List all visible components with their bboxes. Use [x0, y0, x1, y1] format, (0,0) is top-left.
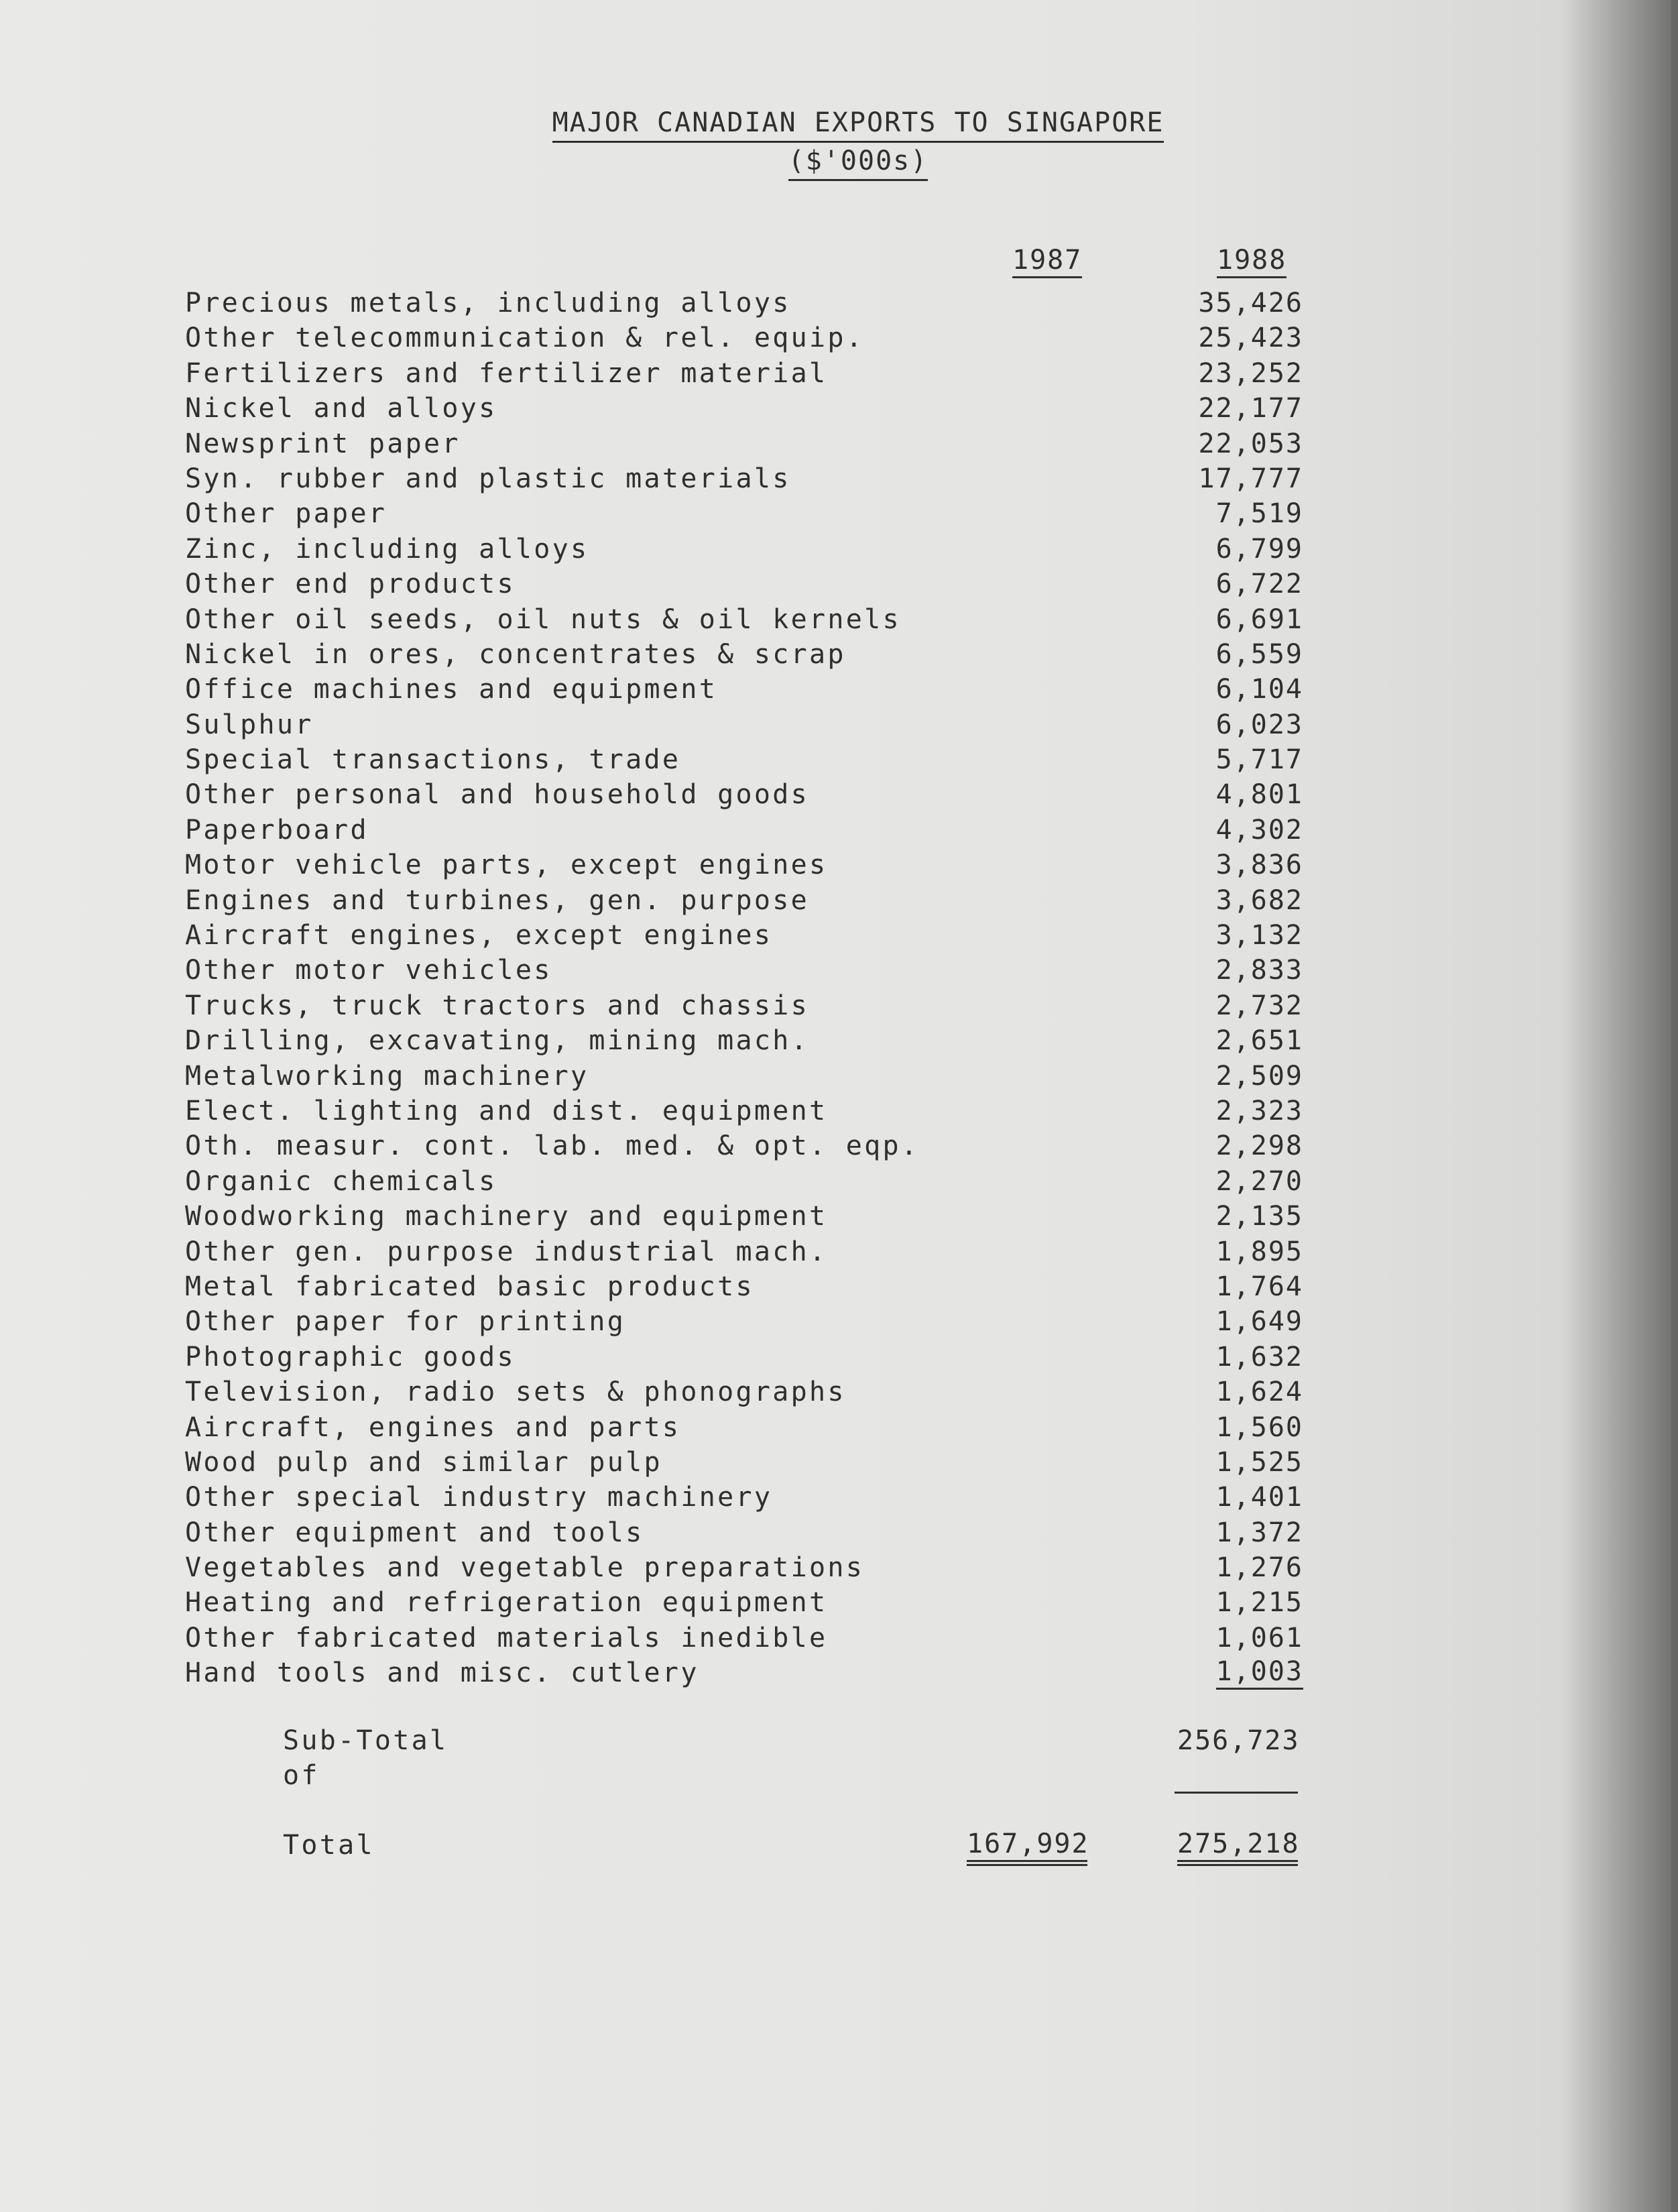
row-label: Other telecommunication & rel. equip.: [185, 323, 865, 354]
row-label: Photographic goods: [185, 1341, 516, 1373]
table-row: [185, 672, 1311, 707]
row-label: Other end products: [185, 569, 516, 600]
row-label: Nickel in ores, concentrates & scrap: [185, 638, 846, 670]
table-row: [185, 391, 1311, 426]
row-value-1988: 6,799: [1215, 533, 1303, 565]
table-row: [185, 742, 1311, 777]
column-header-1987: 1987: [1012, 244, 1082, 278]
row-label: Nickel and alloys: [185, 393, 497, 424]
row-value-1988: 1,276: [1215, 1552, 1303, 1584]
row-value-1988: 17,777: [1198, 463, 1303, 494]
row-value-1988: 4,801: [1215, 779, 1303, 811]
row-value-1988: 3,836: [1215, 850, 1303, 881]
table-row: [185, 883, 1311, 918]
row-value-1988: 2,135: [1215, 1201, 1303, 1232]
row-value-1988: 1,895: [1215, 1236, 1303, 1267]
row-value-1988: 6,104: [1215, 674, 1303, 705]
table-row: [185, 1585, 1311, 1620]
table-row: [185, 1304, 1311, 1339]
table-row: [185, 848, 1311, 882]
row-label: Other equipment and tools: [185, 1517, 644, 1548]
table-row: [185, 1445, 1311, 1480]
row-label: Wood pulp and similar pulp: [185, 1446, 662, 1478]
row-value-1988: 2,651: [1215, 1025, 1303, 1057]
row-label: Other personal and household goods: [185, 779, 809, 811]
table-row: [185, 1655, 1311, 1690]
row-label: Paperboard: [185, 814, 369, 846]
row-label: Hand tools and misc. cutlery: [185, 1657, 699, 1689]
row-value-1988: 4,302: [1215, 814, 1303, 846]
table-row: [185, 461, 1311, 496]
row-label: Heating and refrigeration equipment: [185, 1587, 828, 1619]
row-label: Trucks, truck tractors and chassis: [185, 990, 809, 1021]
table-row: [185, 1340, 1311, 1375]
subtotal-label: Sub-Total: [283, 1725, 448, 1756]
row-label: Fertilizers and fertilizer material: [185, 357, 828, 389]
row-label: Engines and turbines, gen. purpose: [185, 884, 809, 916]
row-value-1988: 1,061: [1215, 1622, 1303, 1653]
row-value-1988: 22,053: [1198, 428, 1303, 459]
row-value-1988: 2,833: [1215, 955, 1303, 986]
row-label: Motor vehicle parts, except engines: [185, 850, 828, 881]
row-value-1988: 1,003: [1216, 1655, 1303, 1690]
row-value-1988: 7,519: [1215, 498, 1303, 530]
table-row: [185, 1375, 1311, 1409]
row-value-1988: 1,215: [1215, 1587, 1303, 1619]
row-value-1988: 25,423: [1198, 323, 1303, 354]
exports-table: [185, 286, 1311, 1691]
row-value-1988: 6,023: [1215, 709, 1303, 740]
row-value-1988: 2,323: [1215, 1095, 1303, 1126]
of-label: of: [283, 1760, 320, 1791]
row-value-1988: 1,764: [1215, 1271, 1303, 1302]
table-row: [185, 1128, 1311, 1163]
row-value-1988: 1,649: [1215, 1306, 1303, 1338]
row-value-1988: 2,509: [1215, 1060, 1303, 1092]
table-row: [185, 532, 1311, 567]
column-header-1988: 1988: [1217, 244, 1286, 278]
row-label: Television, radio sets & phonographs: [185, 1377, 846, 1408]
table-row: [185, 496, 1311, 531]
table-row: [185, 1515, 1311, 1550]
total-value-1988: 275,218: [1177, 1828, 1298, 1862]
table-row: [185, 1059, 1311, 1094]
row-value-1988: 2,732: [1215, 990, 1303, 1021]
document-title: MAJOR CANADIAN EXPORTS TO SINGAPORE: [552, 106, 1164, 143]
table-row: [185, 321, 1311, 355]
table-row: [185, 356, 1311, 391]
table-row: [185, 953, 1311, 988]
row-label: Metalworking machinery: [185, 1060, 589, 1092]
row-value-1988: 2,270: [1215, 1165, 1303, 1197]
row-label: Precious metals, including alloys: [185, 288, 791, 318]
table-row: [185, 637, 1311, 672]
row-label: Aircraft engines, except engines: [185, 920, 773, 951]
table-row: [185, 1199, 1311, 1234]
row-label: Other oil seeds, oil nuts & oil kernels: [185, 603, 901, 635]
table-row: [185, 1234, 1311, 1269]
row-value-1988: 6,559: [1215, 638, 1303, 670]
row-label: Drilling, excavating, mining mach.: [185, 1025, 809, 1057]
row-label: Other paper for printing: [185, 1306, 626, 1338]
total-value-1987: 167,992: [967, 1828, 1087, 1862]
table-row: [185, 1550, 1311, 1585]
row-value-1988: 3,132: [1215, 920, 1303, 951]
row-label: Metal fabricated basic products: [185, 1271, 754, 1302]
row-label: Other motor vehicles: [185, 955, 552, 986]
document-title-block: [550, 106, 1166, 181]
document-subtitle: ($'000s): [788, 144, 928, 181]
table-row: [185, 1023, 1311, 1058]
row-label: Office machines and equipment: [185, 674, 718, 705]
table-row: [185, 1269, 1311, 1304]
table-row: [185, 988, 1311, 1023]
row-label: Aircraft, engines and parts: [185, 1411, 681, 1443]
table-row: [185, 1094, 1311, 1128]
table-row: [185, 1480, 1311, 1515]
row-label: Elect. lighting and dist. equipment: [185, 1095, 828, 1126]
table-row: [185, 1164, 1311, 1199]
row-value-1988: 1,624: [1215, 1377, 1303, 1408]
row-value-1988: 1,632: [1215, 1341, 1303, 1373]
table-row: [185, 286, 1311, 321]
subtotal-value-1988: 256,723: [1177, 1725, 1300, 1756]
row-value-1988: 5,717: [1215, 744, 1303, 776]
row-label: Special transactions, trade: [185, 744, 681, 776]
row-value-1988: 6,722: [1215, 569, 1303, 600]
row-label: Oth. measur. cont. lab. med. & opt. eqp.: [185, 1130, 920, 1162]
table-row: [185, 777, 1311, 812]
row-value-1988: 3,682: [1215, 884, 1303, 916]
row-value-1988: 1,372: [1215, 1517, 1303, 1548]
row-label: Woodworking machinery and equipment: [185, 1201, 828, 1232]
table-row: [185, 426, 1311, 461]
row-value-1988: 6,691: [1215, 603, 1303, 635]
table-row: [185, 1410, 1311, 1445]
row-label: Vegetables and vegetable preparations: [185, 1552, 865, 1584]
table-row: [185, 813, 1311, 848]
row-label: Newsprint paper: [185, 428, 461, 459]
row-label: Other gen. purpose industrial mach.: [185, 1236, 828, 1267]
row-label: Sulphur: [185, 709, 314, 740]
row-value-1988: 1,525: [1215, 1446, 1303, 1478]
row-value-1988: 23,252: [1198, 357, 1303, 389]
table-row: [185, 567, 1311, 601]
row-label: Syn. rubber and plastic materials: [185, 463, 791, 494]
row-label: Organic chemicals: [185, 1165, 497, 1197]
row-value-1988: 1,401: [1215, 1482, 1303, 1513]
page-edge-shadow: [1671, 0, 1678, 2212]
row-value-1988: 2,298: [1215, 1130, 1303, 1162]
table-row: [185, 918, 1311, 953]
row-label: Zinc, including alloys: [185, 533, 589, 565]
row-label: Other paper: [185, 498, 387, 530]
total-label: Total: [283, 1830, 375, 1861]
row-value-1988: 22,177: [1198, 393, 1303, 424]
table-row: [185, 707, 1311, 742]
table-row: [185, 1621, 1311, 1655]
row-value-1988: 35,426: [1198, 288, 1303, 318]
table-row: [185, 602, 1311, 637]
row-label: Other fabricated materials inedible: [185, 1622, 828, 1653]
subtotal-rule: [1175, 1792, 1298, 1794]
row-value-1988: 1,560: [1215, 1411, 1303, 1443]
row-label: Other special industry machinery: [185, 1482, 773, 1513]
